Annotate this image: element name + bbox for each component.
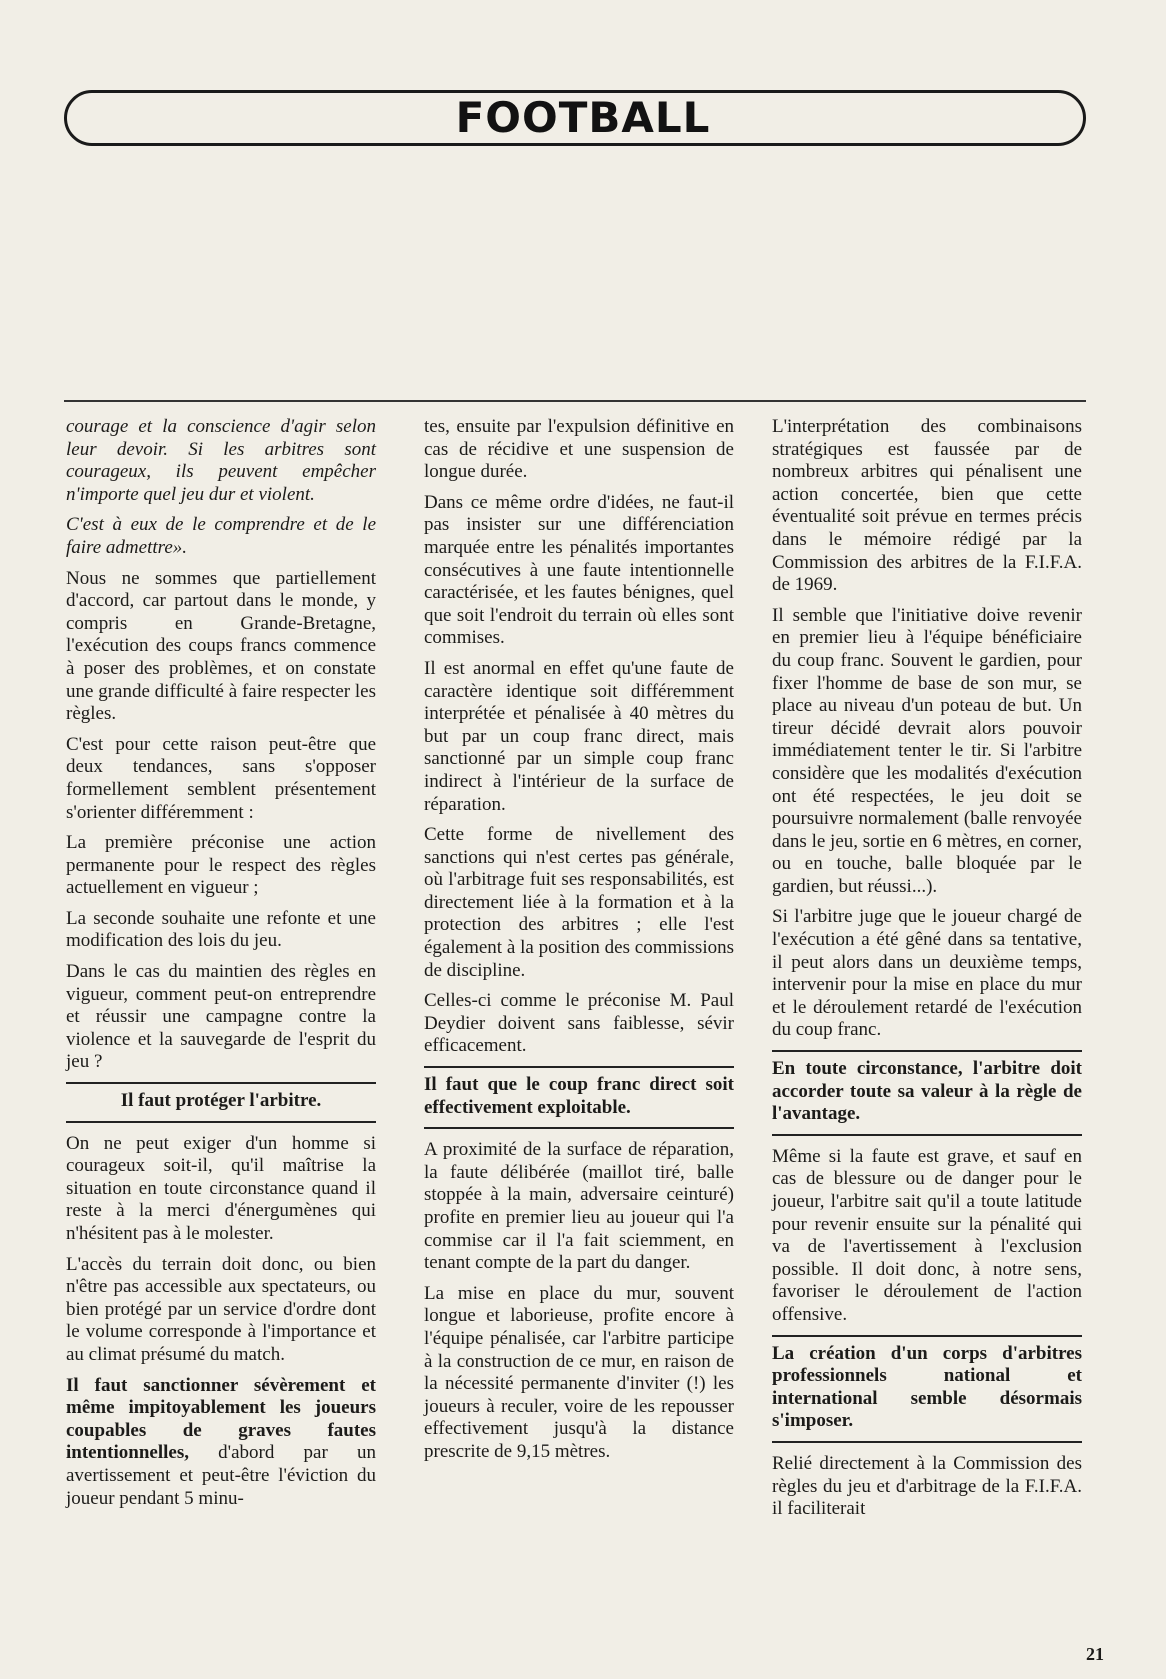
column-1 xyxy=(66,416,376,1518)
subheading: En toute circonstance, l'arbitre doit accorder toute sa valeur à la règle de l'avantage. xyxy=(772,1050,1082,1136)
paragraph: On ne peut exiger d'un homme si courageux soit-il, qu'il maîtrise la situation en toute circonstance quand il reste à la merci d'énergumènes qui n'hésitent pas à le molester. xyxy=(66,1132,376,1244)
paragraph: La seconde souhaite une refonte et une modification des lois du jeu. xyxy=(66,907,376,952)
paragraph: Même si la faute est grave, et sauf en cas de blessure ou de danger pour le joueur, l'arbitre sait qu'il a toute latitude pour revenir ensuite sur la pénalité qui va de l'avertissement à l'exclusion possible. Il doit donc, à notre sens, favoriser le déroulement de l'action offensive. xyxy=(772,1145,1082,1325)
page-number: 21 xyxy=(1086,1644,1104,1664)
subheading: Il faut que le coup franc direct soit effectivement exploitable. xyxy=(424,1066,734,1129)
paragraph: Dans le cas du maintien des règles en vigueur, comment peut-on entreprendre et réussir une campagne contre la violence et la sauvegarde de l'esprit du jeu ? xyxy=(66,961,376,1073)
paragraph: A proximité de la surface de réparation, la faute délibérée (maillot tiré, balle stoppée à la main, adversaire ceinturé) profite en premier lieu au joueur qui l'a commise car il l'a fait sciemment, en tenant compte de la part du danger. xyxy=(424,1139,734,1274)
paragraph: C'est pour cette raison peut-être que deux tendances, sans s'opposer formellement semblent présentement s'orienter différemment : xyxy=(66,733,376,823)
paragraph: Dans ce même ordre d'idées, ne faut-il pas insister sur une différenciation marquée entre les pénalités importantes consécutives à une faute intentionnelle caractérisée, et les fautes bénignes, quel que soit l'endroit du terrain où elles sont commises. xyxy=(424,491,734,649)
paragraph: Celles-ci comme le préconise M. Paul Deydier doivent sans faiblesse, sévir efficacement. xyxy=(424,990,734,1057)
subheading: La création d'un corps d'arbitres professionnels national et international semble désormais s'imposer. xyxy=(772,1335,1082,1443)
paragraph: Si l'arbitre juge que le joueur chargé de l'exécution a été gêné dans sa tentative, il peut alors dans un deuxième temps, intervenir pour la mise en place du mur et le déroulement retardé de l'exécution du coup franc. xyxy=(772,906,1082,1041)
bold-lead: Il faut sanctionner sévèrement et même impitoyablement les joueurs coupables de graves fautes intentionnelles, xyxy=(66,1374,376,1464)
paragraph: tes, ensuite par l'expulsion définitive en cas de récidive et une suspension de longue durée. xyxy=(424,416,734,483)
paragraph: Relié directement à la Commission des règles du jeu et d'arbitrage de la F.I.F.A. il faciliterait xyxy=(772,1452,1082,1520)
section-title: FOOTBALL xyxy=(455,93,711,142)
paragraph: La première préconise une action permanente pour le respect des règles actuellement en vigueur ; xyxy=(66,832,376,899)
paragraph: C'est à eux de le comprendre et de le faire admettre». xyxy=(66,514,376,558)
paragraph: La mise en place du mur, souvent longue et laborieuse, profite encore à l'équipe pénalisée, car l'arbitre participe à la construction de ce mur, en raison de la nécessité permanente d'inviter (!) les joueurs à reculer, voire de les repousser effectivement jusqu'à la distance prescrite de 9,15 mètres. xyxy=(424,1282,734,1462)
column-2 xyxy=(424,416,734,1472)
paragraph: Il semble que l'initiative doive revenir en premier lieu à l'équipe bénéficiaire du coup franc. Souvent le gardien, pour fixer l'homme de base de son mur, se place au niveau d'un poteau de but. Un tireur décidé devrait alors pouvoir immédiatement tenter le tir. Si l'arbitre considère que les modalités d'exécution ont été respectées, le jeu doit se poursuivre normalement (balle renvoyée dans le jeu, sortie en 6 mètres, en corner, ou en touche, balle bloquée par le gardien, but réussi...). xyxy=(772,604,1082,897)
paragraph: Il est anormal en effet qu'une faute de caractère identique soit différemment interprétée et pénalisée à 40 mètres du but par un coup franc direct, mais sanctionné par un simple coup franc indirect à l'intérieur de la surface de réparation. xyxy=(424,657,734,815)
paragraph: courage et la conscience d'agir selon leur devoir. Si les arbitres sont courageux, ils peuvent empêcher n'importe quel jeu dur et violent. xyxy=(66,416,376,505)
paragraph-tail: d'abord par un avertissement et peut-être l'éviction du joueur pendant 5 minu- xyxy=(66,1442,376,1509)
paragraph: Nous ne sommes que partiellement d'accord, car partout dans le monde, y compris en Grande-Bretagne, l'exécution des coups francs commence à poser des problèmes, et on constate une grande difficulté à faire respecter les règles. xyxy=(66,567,376,725)
column-3 xyxy=(772,416,1082,1529)
paragraph: L'interprétation des combinaisons stratégiques est faussée par de nombreux arbitres qui pénalisent une action concertée, bien que cette éventualité soit prévue en termes précis dans le mémoire rédigé par la Commission des arbitres de la F.I.F.A. de 1969. xyxy=(772,416,1082,596)
top-rule xyxy=(64,400,1086,402)
paragraph: L'accès du terrain doit donc, ou bien n'être pas accessible aux spectateurs, ou bien protégé par un service d'ordre dont le volume corresponde à l'importance et au climat présumé du match. xyxy=(66,1253,376,1365)
paragraph xyxy=(66,1375,376,1511)
subheading: Il faut protéger l'arbitre. xyxy=(66,1082,376,1123)
paragraph: Cette forme de nivellement des sanctions qui n'est certes pas générale, où l'arbitrage fuit ses responsabilités, est directement liée à la formation et à la protection des arbitres ; elle l'est également à la position des commissions de discipline. xyxy=(424,824,734,981)
